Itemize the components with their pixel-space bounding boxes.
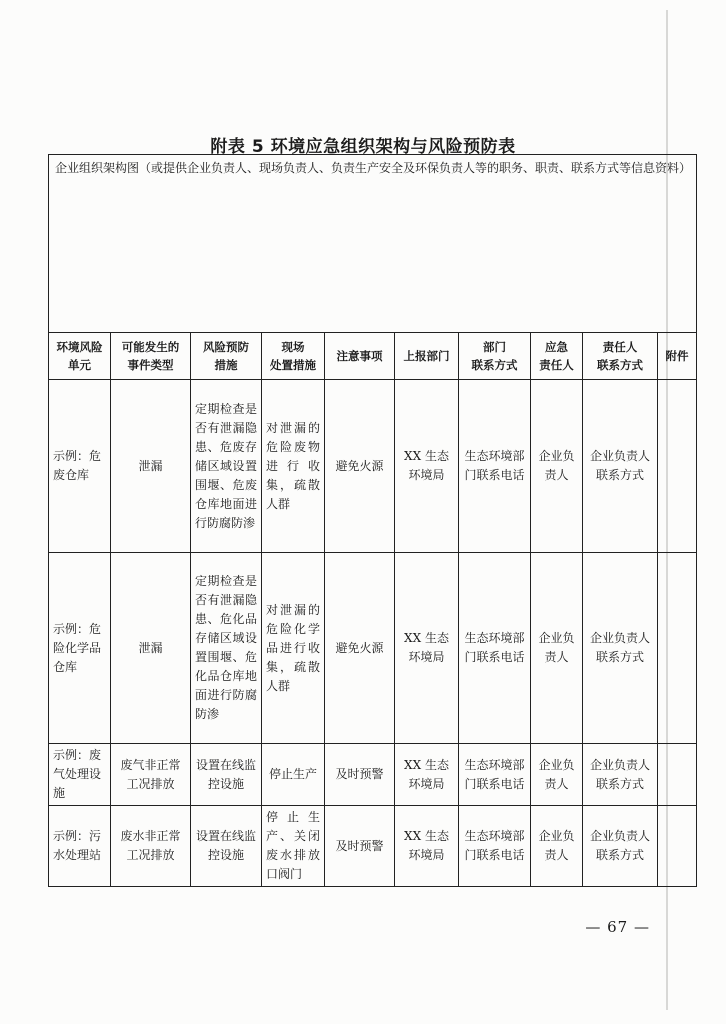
table-cell: XX 生态环境局: [395, 553, 459, 744]
table-cell: 停止生产: [262, 744, 325, 806]
table-cell: [658, 806, 697, 887]
table-cell: 企业负责人联系方式: [583, 744, 658, 806]
header-cell: 应急 责任人: [531, 333, 583, 380]
table-cell: 企业负责人: [531, 553, 583, 744]
table-cell: 泄漏: [111, 380, 191, 553]
header-cell: 可能发生的 事件类型: [111, 333, 191, 380]
page-title: 附表 5 环境应急组织架构与风险预防表: [210, 137, 516, 157]
table-row: [49, 744, 697, 806]
header-cell: 风险预防 措施: [191, 333, 262, 380]
table-cell: 生态环境部门联系电话: [459, 380, 531, 553]
table-cell: 生态环境部门联系电话: [459, 553, 531, 744]
header-cell: 环境风险 单元: [49, 333, 111, 380]
table-cell: XX 生态环境局: [395, 380, 459, 553]
table-cell: [658, 744, 697, 806]
table-cell: 企业负责人联系方式: [583, 380, 658, 553]
table-cell: 对泄漏的危险废物进行收集，疏散人群: [262, 380, 325, 553]
table-cell: 定期检查是否有泄漏隐患、危废存储区域设置围堰、危废仓库地面进行防腐防渗: [191, 380, 262, 553]
header-row: [49, 333, 697, 380]
org-chart-cell: 企业组织架构图（或提供企业负责人、现场负责人、负责生产安全及环保负责人等的职务、职责、联系方式等信息资料）: [49, 155, 697, 333]
table-cell: 对泄漏的危险化学品进行收集，疏散人群: [262, 553, 325, 744]
header-cell: 部门 联系方式: [459, 333, 531, 380]
table-cell: 及时预警: [325, 806, 395, 887]
table-cell: 示例：危废仓库: [49, 380, 111, 553]
table-cell: 设置在线监控设施: [191, 744, 262, 806]
table-cell: 企业负责人联系方式: [583, 553, 658, 744]
table-cell: 设置在线监控设施: [191, 806, 262, 887]
table-cell: 生态环境部门联系电话: [459, 744, 531, 806]
table-cell: 示例：污水处理站: [49, 806, 111, 887]
header-cell: 现场 处置措施: [262, 333, 325, 380]
table-cell: [658, 553, 697, 744]
table-cell: 示例：废气处理设施: [49, 744, 111, 806]
table-row: [49, 380, 697, 553]
table-cell: 及时预警: [325, 744, 395, 806]
table-cell: [658, 380, 697, 553]
table-cell: 定期检查是否有泄漏隐患、危化品存储区域设置围堰、危化品仓库地面进行防腐防渗: [191, 553, 262, 744]
table-cell: 避免火源: [325, 553, 395, 744]
page-number: — 67 —: [585, 918, 650, 936]
table-row: [49, 806, 697, 887]
table-cell: 废水非正常工况排放: [111, 806, 191, 887]
header-cell: 责任人 联系方式: [583, 333, 658, 380]
table-cell: 企业负责人: [531, 744, 583, 806]
table-cell: 生态环境部门联系电话: [459, 806, 531, 887]
table-cell: 企业负责人: [531, 380, 583, 553]
table-cell: XX 生态环境局: [395, 744, 459, 806]
table-cell: 企业负责人: [531, 806, 583, 887]
table-cell: XX 生态环境局: [395, 806, 459, 887]
table-cell: 停止生产、关闭废水排放口阀门: [262, 806, 325, 887]
table-cell: 泄漏: [111, 553, 191, 744]
table-cell: 示例：危险化学品仓库: [49, 553, 111, 744]
header-cell: 附件: [658, 333, 697, 380]
header-cell: 注意事项: [325, 333, 395, 380]
header-cell: 上报部门: [395, 333, 459, 380]
risk-prevention-table: [48, 154, 697, 887]
table-row: [49, 553, 697, 744]
table-cell: 企业负责人联系方式: [583, 806, 658, 887]
table-cell: 避免火源: [325, 380, 395, 553]
table-cell: 废气非正常工况排放: [111, 744, 191, 806]
